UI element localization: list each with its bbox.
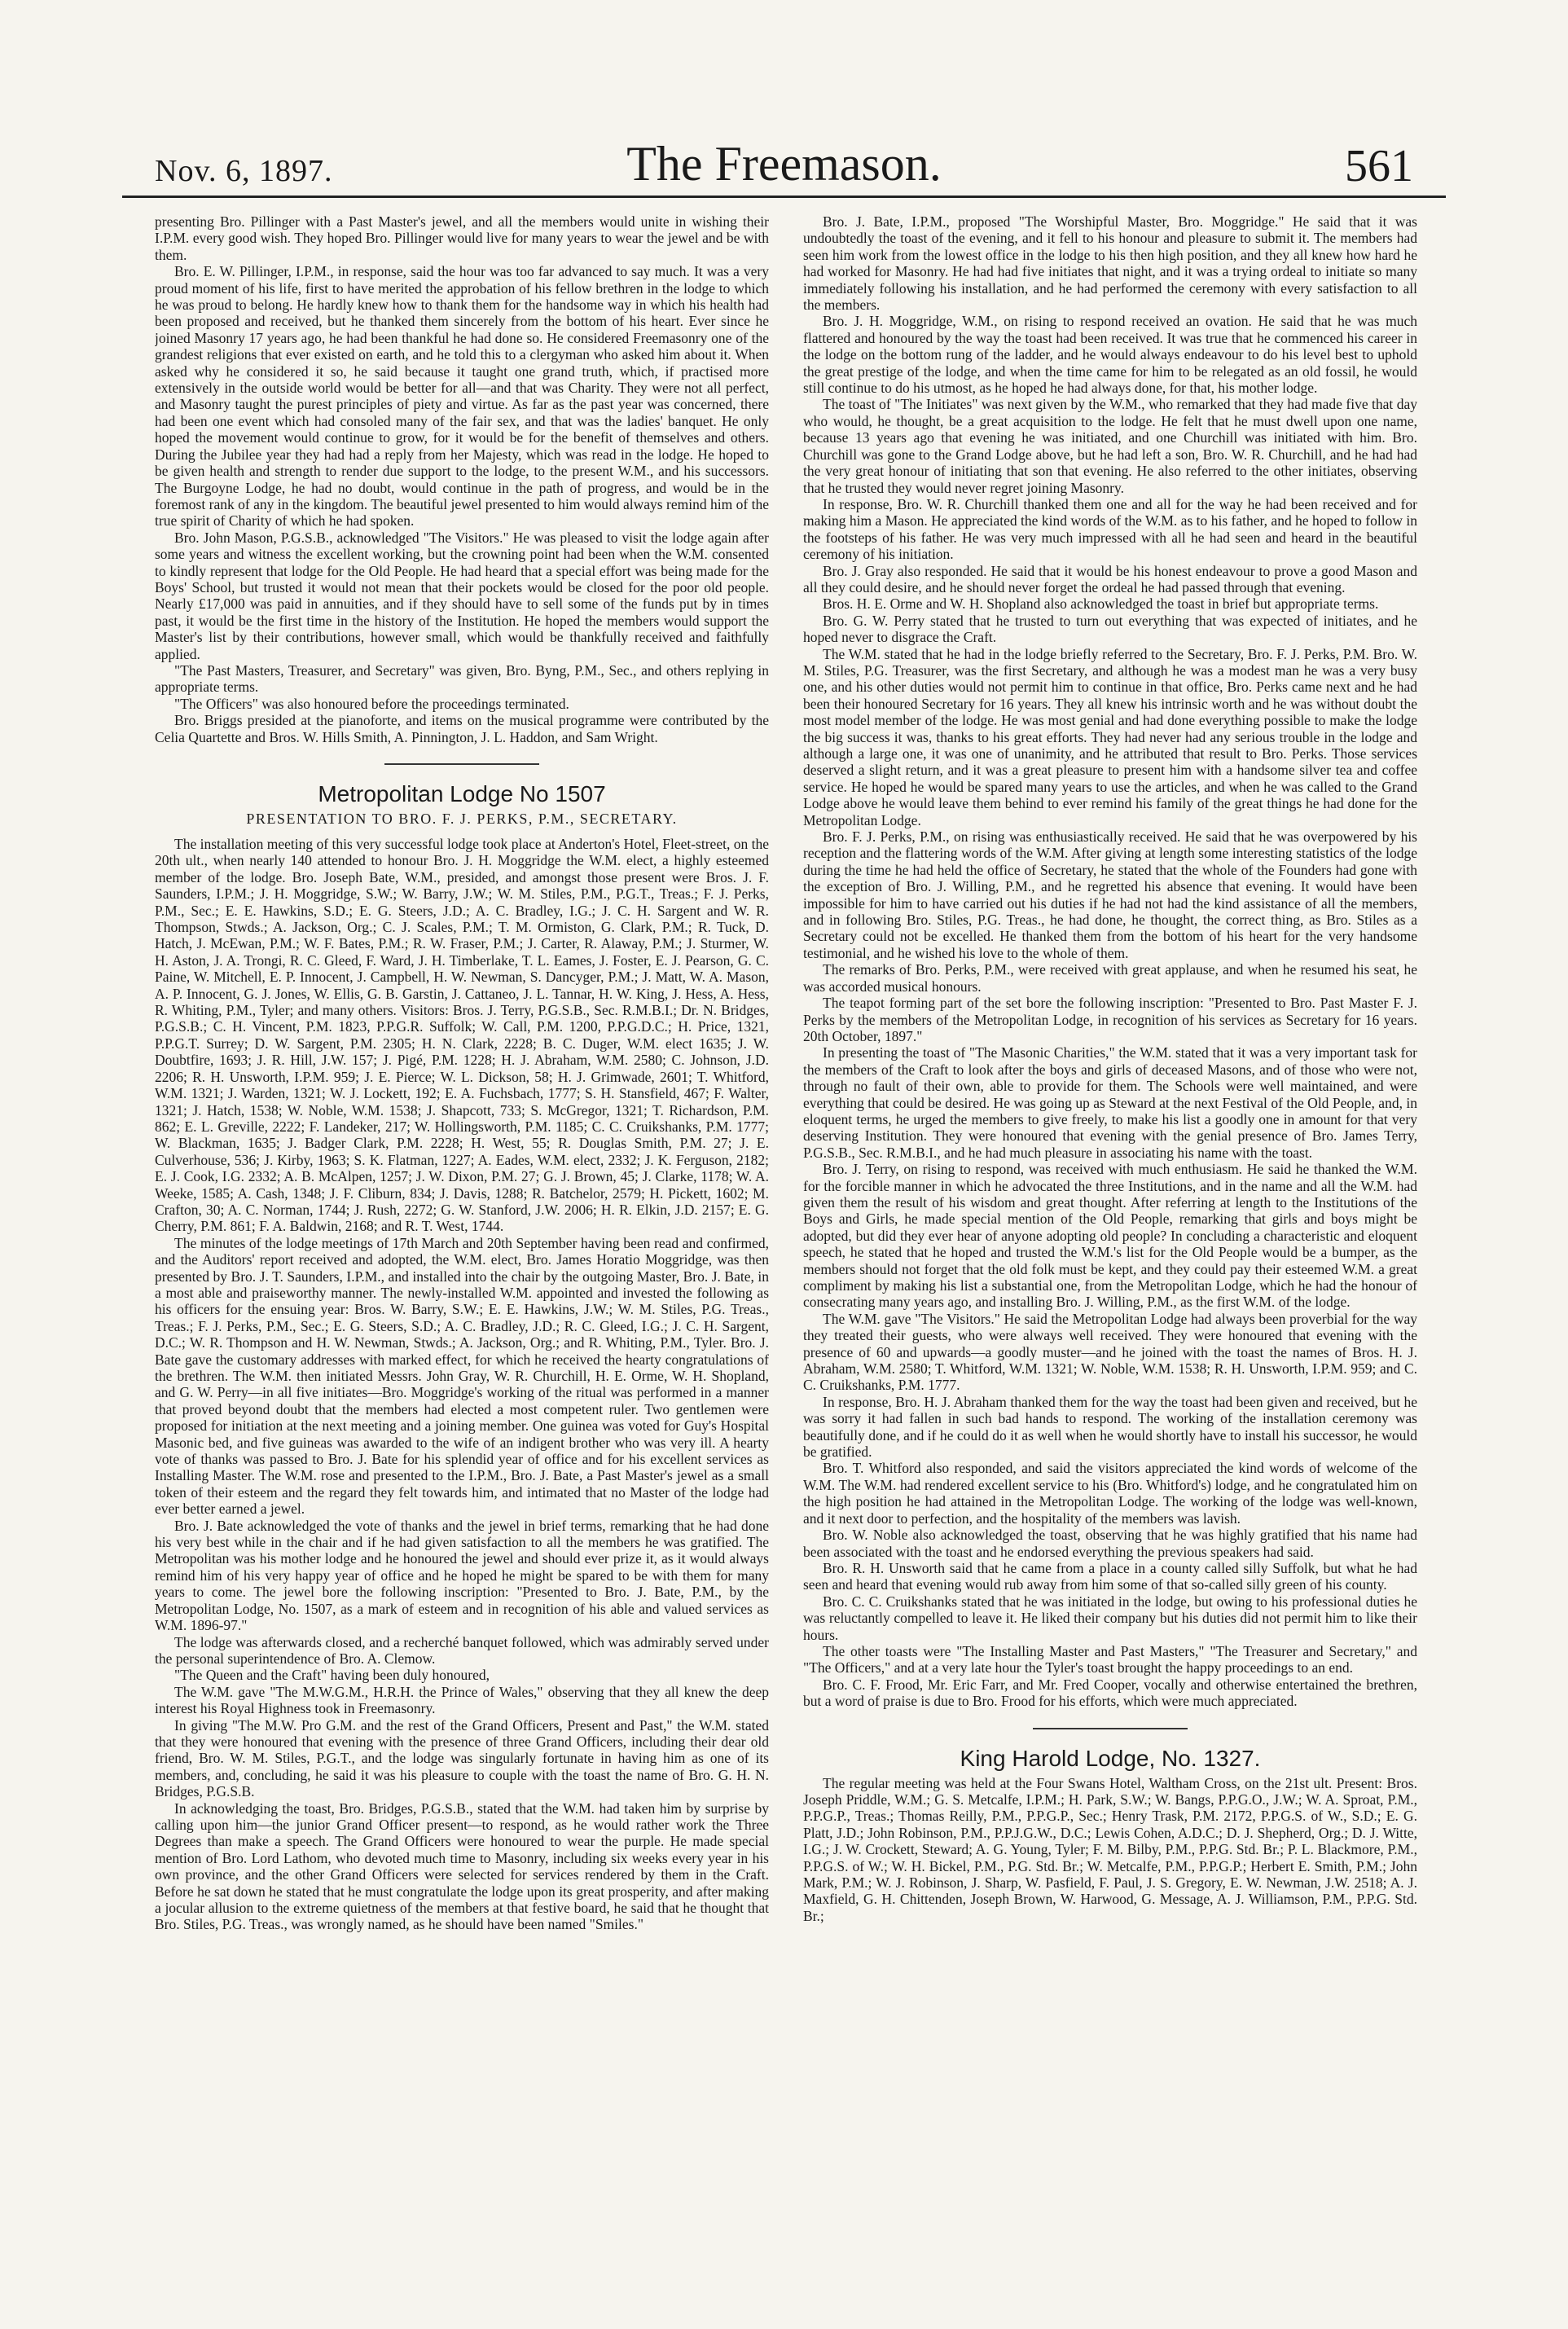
article-paragraph: Bro. J. Bate, I.P.M., proposed "The Worshipful Master, Bro. Moggridge." He said that it was undoubtedly the toast of the evening, and it fell to his honour and pleasure to submit it. The members had seen him work from the lowest office in the lodge to his then high position, and they all knew how hard he had worked for Masonry. He had had five initiates that night, and it was a trying ordeal to initiate so many immediately following his installation, and he had performed the ceremony with every satisfaction to all the members. <box>803 213 1417 314</box>
article-paragraph: In presenting the toast of "The Masonic Charities," the W.M. stated that it was a very important task for the members of the Craft to look after the boys and girls of deceased Masons, and of those who were not, through no fault of their own, able to provide for them. The Schools were well maintained, and were everything that could be desired. He was going up as Steward at the next Festival of the Old People, and, in eloquent terms, he urged the members to give freely, to make his list a goodly one in amount for that very deserving Institution. They were honoured that evening with the genial presence of Bro. James Terry, P.G.S.B., Sec. R.M.B.I., and he had much pleasure in associating his name with the toast. <box>803 1044 1417 1161</box>
article-paragraph: Bro. C. F. Frood, Mr. Eric Farr, and Mr. Fred Cooper, vocally and otherwise entertained the brethren, but a word of praise is due to Bro. Frood for his efforts, which were much appreciated. <box>803 1676 1417 1710</box>
article-paragraph: The teapot forming part of the set bore the following inscription: "Presented to Bro. Past Master F. J. Perks by the members of the Metropolitan Lodge, in recognition of his services as Secretary for 16 years. 20th October, 1897." <box>803 995 1417 1044</box>
king-harold-lodge-report <box>803 1775 1417 1925</box>
article-paragraph: Bro. J. H. Moggridge, W.M., on rising to respond received an ovation. He said that he was much flattered and honoured by the way the toast had been received. It was true that he commenced his career in the lodge on the bottom rung of the ladder, and he would always endeavour to do his level best to uphold the great prestige of the lodge, and when the time came for him to be relegated as an old fossil, he would still continue to do his utmost, as he hoped he had always done, for that, his mother lodge. <box>803 313 1417 397</box>
presentation-subheading: PRESENTATION TO BRO. F. J. PERKS, P.M., SECRETARY. <box>246 811 678 827</box>
burgoyne-lodge-continuation <box>155 213 769 745</box>
right-column <box>803 213 1417 2299</box>
metropolitan-lodge-report <box>155 836 769 1933</box>
article-paragraph: The installation meeting of this very successful lodge took place at Anderton's Hotel, Fleet-street, on the 20th ult., when nearly 140 attended to honour Bro. J. H. Moggridge the W.M. elect, a highly esteemed member of the lodge. Bro. Joseph Bate, W.M., presided, and amongst those present were Bros. J. F. Saunders, I.P.M.; J. H. Moggridge, S.W.; W. Barry, J.W.; W. M. Stiles, P.M., P.G.T., Treas.; F. J. Perks, P.M., Sec.; E. E. Hawkins, S.D.; E. G. Steers, J.D.; A. C. Bradley, I.G.; J. C. H. Sargent and W. R. Thompson, Stwds.; A. Jackson, Org.; C. J. Scales, P.M.; T. M. Ormiston, G. Clark, P.M.; R. Tuck, D. Hatch, J. McEwan, P.M.; W. F. Bates, P.M.; R. W. Fraser, P.M.; J. Carter, R. Alaway, P.M.; J. Sturmer, W. H. Aston, J. A. Trongi, R. C. Gleed, F. Ward, J. H. Timberlake, T. L. Eames, J. Foster, E. J. Pearson, G. C. Paine, W. Mitchell, E. P. Innocent, J. Campbell, H. W. Newman, S. Dancyger, P.M.; J. Matt, W. A. Mason, A. P. Innocent, G. J. Jones, W. Ellis, G. B. Garstin, J. Cattaneo, J. L. Tannar, H. W. King, J. Hess, A. Hess, R. Whiting, P.M., Tyler; and many others. Visitors: Bros. J. Terry, P.G.S.B., Sec. R.M.B.I.; Dr. N. Bridges, P.G.S.B.; C. H. Vincent, P.M. 1823, P.P.G.R. Suffolk; W. Call, P.M. 1200, P.P.G.D.C.; H. Price, 1321, P.P.G.T. Surrey; D. W. Sargent, P.M. 2305; H. N. Clark, 2228; B. C. Duger, W.M. elect 1635; J. W. Doubtfire, 1693; J. R. Hill, J.W. 157; J. Pigé, P.M. 1228; H. J. Abraham, W.M. 2580; C. Johnson, J.D. 2206; R. H. Unsworth, I.P.M. 959; J. E. Pierce; W. L. Dickson, 58; H. J. Grimwade, 2601; T. Whitford, W.M. 1321; J. Warden, 1321; W. J. Lockett, 192; E. A. Fuchsbach, 1777; S. H. Stansfield, 467; F. Walter, 1321; J. Hatch, 1538; W. Noble, W.M. 1538; J. Shapcott, 733; S. McGregor, 1321; T. Richardson, P.M. 862; E. L. Greville, 2222; F. Landeker, 217; W. Hollingsworth, P.M. 1185; C. C. Cruikshanks, P.M. 1777; W. Blackman, 1635; J. Badger Clark, P.M. 2228; H. West, 55; R. Douglas Smith, P.M. 27; J. E. Culverhouse, 536; J. Kirby, 1963; S. K. Flatman, 1227; A. Eades, W.M. elect, 2332; J. K. Ferguson, 2182; E. J. Cook, I.G. 2332; A. B. McAlpen, 1257; J. W. Dixon, P.M. 27; G. J. Brown, 45; J. Clarke, 1178; W. A. Weeke, 1585; A. Cash, 1348; J. F. Cliburn, 834; J. Davis, 1288; R. Batchelor, 2579; H. Pickett, 1602; M. Crafton, 30; A. C. Norman, 1744; J. Rush, 2272; G. W. Stanford, J.W. 2006; H. R. Elkin, J.D. 2157; E. G. Cherry, P.M. 861; F. A. Baldwin, 2168; and R. T. West, 1744. <box>155 836 769 1235</box>
article-paragraph: The remarks of Bro. Perks, P.M., were received with great applause, and when he resumed his seat, he was accorded musical honours. <box>803 961 1417 995</box>
article-paragraph: Bros. H. E. Orme and W. H. Shopland also acknowledged the toast in brief but appropriate terms. <box>823 595 1379 613</box>
metropolitan-lodge-report-continued <box>803 213 1417 1710</box>
newspaper-title: The Freemason. <box>626 137 942 191</box>
article-paragraph: Bro. J. Terry, on rising to respond, was received with much enthusiasm. He said he thanked the W.M. for the forcible manner in which he advocated the three Institutions, and in the name and all the W.M. had given them the result of his wisdom and great thought. After referring at length to the Institutions of the Boys and Girls, he made special mention of the Old People, remarking that girls and boys might be adopted, but did they ever hear of anyone adopting old people? In concluding a characteristic and eloquent speech, he stated that he hoped and trusted the W.M.'s list for the Old People would be a bumper, as the members should not forget that the old folk must be kept, and they could pay their esteemed W.M. a great compliment by making his list a substantial one, from the Metropolitan Lodge, which he had the honour of consecrating many years ago, and installing Bro. J. Willing, P.M., as the first W.M. of the lodge. <box>803 1161 1417 1311</box>
article-paragraph: In response, Bro. H. J. Abraham thanked them for the way the toast had been given and received, but he was sorry it had fallen in such bad hands to respond. The working of the installation ceremony was beautifully done, and if he could do it as well when he would shortly have to install his successor, he would be gratified. <box>803 1393 1417 1461</box>
left-column <box>155 213 769 2299</box>
section-divider <box>384 763 539 765</box>
article-paragraph: "The Officers" was also honoured before the proceedings terminated. <box>174 695 569 712</box>
article-paragraph: In acknowledging the toast, Bro. Bridges, P.G.S.B., stated that the W.M. had taken him by surprise by calling upon him—the junior Grand Officer present—to respond, as he would rather work the Three Degrees than make a speech. The Grand Officers were honoured to wear the purple. He made special mention of Bro. Lord Lathom, who devoted much time to Masonry, including six weeks every year in his own province, and the other Grand Officers were selected for services rendered by them in the Craft. Before he sat down he stated that he must congratulate the lodge upon its great prosperity, and after making a jocular allusion to the extreme quietness of the members at that festive board, he said that he thought that Bro. Stiles, P.G. Treas., was wrongly named, as he should have been named "Smiles." <box>155 1799 769 1933</box>
article-paragraph: Bro. C. C. Cruikshanks stated that he was initiated in the lodge, but owing to his professional duties he was reluctantly compelled to leave it. He liked their company but his duties did not permit him to like their hours. <box>803 1593 1417 1643</box>
article-columns <box>155 213 1417 2299</box>
article-paragraph: The W.M. gave "The Visitors." He said the Metropolitan Lodge had always been proverbial for the way they treated their guests, who were always well received. They were honoured that evening with the presence of 60 and upwards—a goodly muster—and he joined with the toast the names of Bros. H. J. Abraham, W.M. 2580; T. Whitford, W.M. 1321; W. Noble, W.M. 1538; R. H. Unsworth, I.P.M. 959; and C. C. Cruikshanks, P.M. 1777. <box>803 1310 1417 1394</box>
article-paragraph: Bro. E. W. Pillinger, I.P.M., in response, said the hour was too far advanced to say much. It was a very proud moment of his life, first to have merited the approbation of his fellow brethren in the lodge to which he was proud to belong. He hardly knew how to thank them for the handsome way in which his health had been proposed and received, but he thanked them sincerely from the bottom of his heart. Ever since he joined Masonry 17 years ago, he had been thankful he had done so. He considered Freemasonry one of the grandest religions that ever existed on earth, and he told this to a clergyman who asked him about it. When asked why he considered it so, he said because it taught one grand truth, which, if practised more extensively in the outside world would be better for all—and that was Charity. They were not all perfect, and Masonry taught the purest principles of piety and virtue. As far as the past year was concerned, there had been one event which had consoled many of the fair sex, and that was the ladies' banquet. He only hoped the movement would continue to grow, for it would be for the benefit of themselves and others. During the Jubilee year they had had a reply from her Majesty, which was read in the lodge. He hoped to be given health and strength to render due support to the lodge, to the present W.M., and his successors. The Burgoyne Lodge, he had no doubt, would continue in the path of progress, and would be in the foremost rank of any in the kingdom. The beautiful jewel presented to him would always remind him of the true spirit of Charity of which he had spoken. <box>155 263 769 530</box>
metropolitan-lodge-heading: Metropolitan Lodge No 1507 <box>318 781 606 806</box>
article-paragraph: presenting Bro. Pillinger with a Past Master's jewel, and all the members would unite in wishing their I.P.M. every good wish. They hoped Bro. Pillinger would live for many years to wear the jewel and be with them. <box>155 213 769 263</box>
page-number: 561 <box>1345 141 1413 191</box>
article-paragraph: "The Past Masters, Treasurer, and Secretary" was given, Bro. Byng, P.M., Sec., and others replying in appropriate terms. <box>155 661 769 696</box>
masthead <box>122 114 1446 198</box>
article-paragraph: "The Queen and the Craft" having been duly honoured, <box>174 1667 490 1684</box>
king-harold-lodge-heading: King Harold Lodge, No. 1327. <box>960 1745 1261 1771</box>
article-paragraph: The toast of "The Initiates" was next given by the W.M., who remarked that they had made five that day who would, he thought, be a great acquisition to the lodge. He felt that he must dwell upon one name, because 13 years ago that evening he was initiated, and one Churchill was initiated with him. Bro. Churchill was gone to the Grand Lodge above, but he had left a son, Bro. W. R. Churchill, and he had had the very great honour of initiating that son that evening. He also referred to the other initiates, observing that he trusted they would never regret joining Masonry. <box>803 396 1417 496</box>
article-paragraph: The minutes of the lodge meetings of 17th March and 20th September having been read and confirmed, and the Auditors' report received and adopted, the W.M. elect, Bro. James Horatio Moggridge, was then presented by Bro. J. T. Saunders, I.P.M., and installed into the chair by the outgoing Master, Bro. J. Bate, in a most able and praiseworthy manner. The newly-installed W.M. appointed and invested the following as his officers for the ensuing year: Bros. W. Barry, S.W.; E. E. Hawkins, J.W.; W. M. Stiles, P.G. Treas., Treas.; F. J. Perks, P.M., Sec.; E. G. Steers, S.D.; A. C. Bradley, J.D.; R. C. Gleed, I.G.; J. C. H. Sargent, D.C.; W. R. Thompson and H. W. Newman, Stwds.; A. Jackson, Org.; and R. Whiting, P.M., Tyler. Bro. J. Bate gave the customary addresses with marked effect, for which he received the hearty congratulations of the brethren. The W.M. then initiated Messrs. John Gray, W. R. Churchill, H. E. Orme, W. H. Shopland, and G. W. Perry—in all five initiates—Bro. Moggridge's working of the ritual was performed in a manner that proved beyond doubt that the members had elected a most competent ruler. Two gentlemen were proposed for initiation at the next meeting and a joining member. One guinea was voted for Guy's Hospital Masonic bed, and five guineas was awarded to the wife of an indigent brother who was very ill. A hearty vote of thanks was passed to Bro. J. Bate for his splendid year of office and for his excellent services as Installing Master. The W.M. rose and presented to the I.P.M., Bro. J. Bate, a Past Master's jewel as a small token of their esteem and the regard they felt towards him, and intimated that no Master of the lodge had ever better earned a jewel. <box>155 1234 769 1518</box>
article-paragraph: In response, Bro. W. R. Churchill thanked them one and all for the way he had been received and for making him a Mason. He appreciated the kind words of the W.M. as to his father, and he hoped to follow in the footsteps of his father. He was very much impressed with all he had seen and heard in the beautiful ceremony of his initiation. <box>803 495 1417 563</box>
article-paragraph: The W.M. gave "The M.W.G.M., H.R.H. the Prince of Wales," observing that they all knew the deep interest his Royal Highness took in Freemasonry. <box>155 1683 769 1717</box>
article-paragraph: In giving "The M.W. Pro G.M. and the rest of the Grand Officers, Present and Past," the W.M. stated that they were honoured that evening with the presence of three Grand Officers, including their dear old friend, Bro. W. M. Stiles, P.G.T., and the lodge was singularly fortunate in having him as one of its members, and, concluding, he said it was his pleasure to couple with the toast the name of Bro. G. H. N. Bridges, P.G.S.B. <box>155 1716 769 1800</box>
issue-date: Nov. 6, 1897. <box>155 154 333 188</box>
article-paragraph: The regular meeting was held at the Four Swans Hotel, Waltham Cross, on the 21st ult. Present: Bros. Joseph Priddle, W.M.; G. S. Metcalfe, I.P.M.; H. Park, S.W.; W. Bangs, P.P.G.O., J.W.; W. A. Sproat, P.M., P.P.G.P., Treas.; Thomas Reilly, P.M., P.P.G.P., Sec.; Henry Trask, P.M. 2172, P.P.G.S. of W., S.D.; E. G. Platt, J.D.; John Robinson, P.M., P.P.J.G.W., D.C.; Lewis Cohen, A.D.C.; D. J. Shepherd, Org.; D. J. Witte, I.G.; J. W. Crockett, Steward; A. G. Young, Tyler; F. M. Bilby, P.M., P.P.G. Std. Br.; P. L. Blackmore, P.M., P.P.G.S. of W.; W. H. Bickel, P.M., P.G. Std. Br.; W. Metcalfe, P.M., P.P.G.P.; Herbert E. Smith, P.M.; John Mark, P.M.; W. J. Robinson, J. Sharp, W. Pasfield, F. Paul, J. S. Gregory, E. W. Newman, J.W. 2518; A. J. Maxfield, G. H. Chittenden, Joseph Brown, W. Harwood, G. Message, A. J. Williamson, P.M., P.P.G. Std. Br.; <box>803 1774 1417 1924</box>
article-paragraph: Bro. F. J. Perks, P.M., on rising was enthusiastically received. He said that he was overpowered by his reception and the flattering words of the W.M. After giving at length some interesting statistics of the lodge during the time he had held the office of Secretary, he stated that the whole of the Founders had gone with the exception of Bro. J. Willing, P.M., and he regretted his absence that evening. It would have been impossible for him to have carried out his duties if he had not had the kind assistance of all the members, and in following Bro. Stiles, P.G. Treas., he had done, he thought, the correct thing, as Bro. Stiles as a Secretary could not be excelled. He thanked them from the bottom of his heart for the very handsome testimonial, and he wished his love to the whole of them. <box>803 828 1417 961</box>
article-paragraph: The other toasts were "The Installing Master and Past Masters," "The Treasurer and Secretary," and "The Officers," and at a very late hour the Tyler's toast brought the happy proceedings to an end. <box>803 1642 1417 1676</box>
article-paragraph: Bro. G. W. Perry stated that he trusted to turn out everything that was expected of initiates, and he hoped never to disgrace the Craft. <box>803 612 1417 646</box>
section-divider <box>1033 1728 1188 1729</box>
article-paragraph: Bro. R. H. Unsworth said that he came from a place in a county called silly Suffolk, but what he had seen and heard that evening would rub away from him some of that so-called silly green of his county. <box>803 1559 1417 1593</box>
article-paragraph: Bro. W. Noble also acknowledged the toast, observing that he was highly gratified that his name had been associated with the toast and he endorsed everything the previous speakers had said. <box>803 1527 1417 1560</box>
article-paragraph: Bro. J. Bate acknowledged the vote of thanks and the jewel in brief terms, remarking that he had done his very best while in the chair and if he had given satisfaction to all the members he was gratified. The Metropolitan was his mother lodge and he honoured the jewel and should ever prize it, as it would always remind him of his very happy year of office and he hoped he might be spared to be with them for many years to come. The jewel bore the following inscription: "Presented to Bro. J. Bate, P.M., by the Metropolitan Lodge, No. 1507, as a mark of esteem and in recognition of his able and valued services as W.M. 1896-97." <box>155 1517 769 1634</box>
article-paragraph: The W.M. stated that he had in the lodge briefly referred to the Secretary, Bro. F. J. Perks, P.M. Bro. W. M. Stiles, P.G. Treasurer, was the first Secretary, and although he was a modest man he was a very busy one, and his other duties would not permit him to continue in that office, Bro. Perks came next and he had been their honoured Secretary for 16 years. They all knew his intrinsic worth and he was without doubt the most model member of the lodge. He was most genial and had done everything possible to make the lodge the big success it was, thanks to his great efforts. They had never had any serious trouble in the lodge and although a large one, it was one of unanimity, and he attributed that result to Bro. Perks. Those services deserved a slight return, and it was a great pleasure to present him with a handsome silver tea and coffee service. He hoped he would be spared many years to use the articles, and when he was called to the Grand Lodge above he would leave them behind to ever remind his family of the great things he had done for the Metropolitan Lodge. <box>803 645 1417 828</box>
article-paragraph: The lodge was afterwards closed, and a recherché banquet followed, which was admirably served under the personal superintendence of Bro. A. Clemow. <box>155 1633 769 1667</box>
article-paragraph: Bro. John Mason, P.G.S.B., acknowledged "The Visitors." He was pleased to visit the lodge again after some years and witness the excellent working, but the crowning point had been when the W.M. consented to kindly represent that lodge for the Old People. He had heard that a special effort was being made for the Boys' School, but trusted it would not mean that their pockets would be closed for the poor old people. Nearly £17,000 was paid in annuities, and if they should have to sell some of the funds put by in times past, it would be the first time in the history of the Institution. He hoped the members would support the Master's list by their contributions, however small, which would be thankfully received and faithfully applied. <box>155 529 769 662</box>
article-paragraph: Bro. T. Whitford also responded, and said the visitors appreciated the kind words of welcome of the W.M. The W.M. had rendered excellent service to his (Bro. Whitford's) lodge, and he congratulated him on the high position he had attained in the Metropolitan Lodge. The working of the lodge was well-known, and it next door to perfection, and the hospitality of the members was lavish. <box>803 1460 1417 1527</box>
article-paragraph: Bro. Briggs presided at the pianoforte, and items on the musical programme were contributed by the Celia Quartette and Bros. W. Hills Smith, A. Pinnington, J. L. Haddon, and Sam Wright. <box>155 712 769 745</box>
article-paragraph: Bro. J. Gray also responded. He said that it would be his honest endeavour to prove a good Mason and all they could desire, and he should never forget the ordeal he had passed through that evening. <box>803 562 1417 595</box>
